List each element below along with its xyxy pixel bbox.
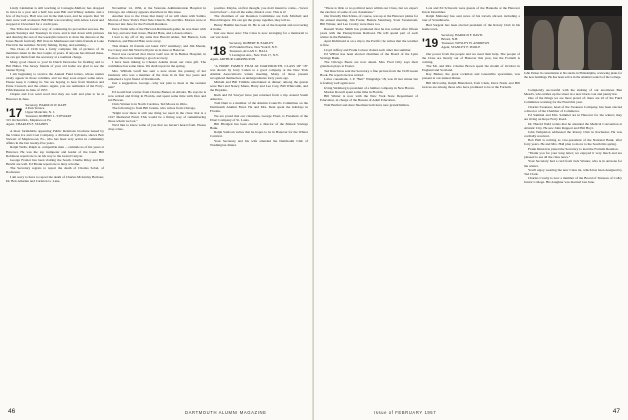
class-numeral: '18 xyxy=(210,44,227,59)
right-column-2 xyxy=(422,6,520,89)
paragraph: Lindy Lindsman is still teaching at Carnegie-Mellon; has dropped in twice in a year and a half; has seen Bill and Whitey Adams, and a few of the boys. Hall was out in the mid-west, and he reports that '16 men were well scattered. Bill Hall was traveling with Amos Lewis and stopped at Cleveland for a credit pass. xyxy=(6,6,104,27)
agent-line: Agent, CHARLES F. STAINES xyxy=(6,122,49,127)
photo-figure xyxy=(532,20,554,70)
paragraph: Our friendly Dutch Rau, of course, was up at the Hanover plains for the annual meeting. Jim Foster, Bennie Sternberg, Sven Swanstrom, Bill Winter, and Leo Crosby were there too. xyxy=(320,14,418,27)
paragraph: I am sorry to have to report the death of Charles McGinley Barbour, Dr. Bob Amsden and Carleton G. Lane. xyxy=(6,174,104,183)
class-heading-19 xyxy=(422,34,520,50)
paragraph: Bill Winter is now with the New York State Department of Education, in charge of the Bureau of Adult Education. xyxy=(320,94,418,103)
paragraph: The Class of 1916 has a fairly complete file of pictures of its members taken in the last couple of years. If anyone has missed these, he can get them from the secretary at a nominal charge. xyxy=(6,47,104,60)
paragraph: Ralph Sanborn writes that he hopes to be in Hanover for the Winter Carnival. xyxy=(210,130,308,139)
paragraph: Charles Crosby is now a member of the Board of Trustees of Colby Junior College. His daughter was married last June. xyxy=(524,176,622,185)
address-line: 4 Park Terrace xyxy=(25,106,45,111)
paragraph: Charles Swanson, head of the Swanson Company, has been elected a director of the Chamber of Commerce. xyxy=(524,104,622,113)
paragraph: Ed Sammel and Mrs. Sammel are in Hanover for the winter; they are living on Rope Ferry Road. xyxy=(524,113,622,122)
paragraph: We are proud that our classmate, George Ebert, is President of the Ebert Company of St. Louis. xyxy=(210,113,308,122)
class-heading-17 xyxy=(6,104,104,127)
paragraph: Henry Hamlin has been ill. He is out of the hospital and recovering at home. xyxy=(210,22,308,31)
paragraph: Lois and Ed Schwartz were guests of the Hannahs at the Hanover Inn in December. xyxy=(422,6,520,15)
paragraph: You'll enjoy wearing the new Class tie, which has been designed by Ted Clark. xyxy=(524,167,622,176)
paragraph: Just one more note: The Class is now arranging for a memorial to our war dead. xyxy=(210,31,308,40)
paragraph: Ed Gould had a letter from Charles Barker, in Atlanta. He says he is now retired and living in Florida, and spent some time with Don and Gil Bowen. xyxy=(108,89,206,102)
paragraph: The Secretary regrets to report the death of Charles Sobel, of Rochester. xyxy=(6,166,104,175)
secretary-line: Secretary, HAROLD W. RAPP xyxy=(25,103,67,107)
address-line: 43 Franklin Place, New York 8, N.Y. xyxy=(229,45,278,50)
paragraph: John Templeton addressed the Rotary Club in Rochester. He was cordially received. xyxy=(524,129,622,138)
paragraph: Frank Dunn has joined the Secretary to lead the Fortieth Reunion. xyxy=(528,146,619,151)
paragraph: Chris Warner is in North Carolina, Ted Moore in Ohio. xyxy=(112,102,188,107)
paragraph: We'd like to know some of you that we haven't heard from. Please drop a line. xyxy=(108,123,206,132)
page-number-left: 46 xyxy=(8,408,16,415)
paragraph: Your Secretary had a card from Jack Warner, who is in Arizona for the winter. xyxy=(524,159,622,168)
paragraph: The Tribe has found a way of continuing its proverbial success. He spends Sundays and Tuesdays in town, and is tied down with pictures and dancing the rest of the week (his latest is to draw the dancers at the Jones Beach festival). Bill lives in Manhasset and visits friends at Lake Placid in the summer. Strictly fishing, flying, and painting... xyxy=(6,26,104,47)
right-column-3 xyxy=(524,88,622,185)
agent-line: Agent, ARTHUR CARRINGTON xyxy=(210,56,256,61)
left-column-3 xyxy=(210,6,308,147)
page-number-right: 47 xyxy=(612,408,620,415)
secretary-line: Secretary, HAROLD F. DAVIS xyxy=(441,33,483,37)
paragraph: Ruth and Ed Sawyer have just returned from a trip around South America. xyxy=(210,92,308,101)
class-numeral: '17 xyxy=(6,105,23,120)
paragraph: Dave Tuttle tells of the Harvard-Dartmouth game; he was there with his boy, and saw Ken Jones, Harold Hale, and a dozen others. xyxy=(108,26,206,35)
paragraph: positive. Maybe, on first thought, you don't intend to come—"never went before"—but all the same, think it over. This is it! xyxy=(210,6,308,15)
left-column-2 xyxy=(108,6,206,132)
address-line: 5 Lexington Ave., New York 17, N.Y. xyxy=(229,52,279,57)
paragraph: Many good cheers to you! In Dutch Deveacke for fielding and to Hal Huber. The Jersey friends of your old home are glad to see the banner flying. xyxy=(6,59,104,72)
treasurer-line: Treasurer, ROBERT L. STEWART xyxy=(25,114,72,119)
paragraph: Bill McCarthy, Ralph Blanchard, Tom Clark, Dave Nash, and Bill Graves are among those who have promised to be at the Fortieth. xyxy=(422,80,520,89)
paragraph: "Thank you for your long letter; we enjoyed it very much and are pleased to see all the class news." xyxy=(524,151,622,160)
paragraph: Ed Wilbur has been elected chairman of the Board of the Lynn Savings Bank. xyxy=(320,52,418,61)
paragraph: Bob Hall is retiring as vice-president of the National Bank, after forty years. He and Mrs. Hall plan to move to the South this spring. xyxy=(524,138,622,147)
paragraph: Ray Barker, the great rockman and Greenville sportsman, was present at our annual dinner. xyxy=(422,72,520,81)
paragraph: George Frazier has been visiting the South. Charlie Riley and Bill Hewitt are well. Ed Bronk reports he is busy at home. xyxy=(6,157,104,166)
address-line: Upper Montclair, N. J. xyxy=(25,110,55,115)
paragraph: Ralph Wells, Ralph A. compatible man ... reminds us of his years at Hanover. He was the top trumpeter and leader of the band. Bill Robinson reports he is on his way to the Grand Canyon. xyxy=(6,145,104,158)
paragraph: Miriam and Bill Trimble entertained at dinner; among the guests were Bert and Nancy Mann, Harry and Lee Cary, Bill Whitcomb, and the Hopkins. xyxy=(210,80,308,93)
left-column-1 xyxy=(6,6,104,183)
paragraph: Your Secretary and his wife attended the Dartmouth Club of Washington dinner. xyxy=(210,138,308,147)
paragraph: Another loss to the Class that many of us will share with Sambo Morton of New York's West Side Church. He and Mrs. Morton were at Hanover last June for the Fortieth Reunion. xyxy=(108,14,206,27)
right-page xyxy=(314,0,628,420)
paragraph: Ted Rusch has sent the Secretary a fine picture from the 1918 Green Book. He reports he has retired. xyxy=(320,68,418,77)
paragraph: Labor consultant, J. P. "Bert" Wingridge '18, was ill last winter but is feeling well again now. xyxy=(320,77,418,86)
paragraph: Apul Richmond is on a trip to the Pacific; he writes that the weather is fine. xyxy=(320,39,418,48)
paragraph: I am beginning to receive the Annual Fund letters, whose names rarely appear in those columns, and we may soon expect some news. Please keep it coming in. We are hoping to hear from Sheldon and Ernie Caswell, and the others. Again, you are reminded of the Forty-Fifth Reunion in June of 1957. xyxy=(6,71,104,93)
photo-figure xyxy=(558,14,584,70)
running-footer-right: Issue of FEBRUARY 1957 xyxy=(374,409,437,415)
paragraph: November 14, 1956, at the Veterans Administration Hospital in Chicago. An obituary appears elsewhere in this issue. xyxy=(108,6,206,15)
paragraph: Our power from the people and we need their help. The people of the Class are mostly out of Hanover this year, but the Fortieth is coming. xyxy=(422,51,520,64)
class-numeral: '19 xyxy=(422,35,439,50)
right-column-1 xyxy=(320,6,418,107)
paragraph: Lloyd Jeffrey and Frank Colson visited each other last summer. xyxy=(324,47,412,52)
paragraph: I had to lay off of my arms that Harold Alden, Ted Barnett, Jack Fullerton, and Harold Hale were away. xyxy=(108,35,206,44)
photo-background xyxy=(524,6,622,16)
paragraph: The following is from Bill Grams, who writes from Chicago. xyxy=(112,106,196,111)
paragraph: The Chicago Bears are now ahead. Mrs. Fred Lilly says their grandson plays at Exeter. xyxy=(320,60,418,69)
photo-caption: John Parker in consultation at his studio in Philadelphia, reviewing plans for the new buildings. He has been active in the Alumni Council of the College. xyxy=(524,71,622,79)
paragraph: Walt Bartlett and Alex Sherman both have new grandchildren. xyxy=(324,102,410,107)
paragraph: Russell Yorke Smith has promoted that he has retired after fifteen years with the Pennsylvania Railroad. He will spend part of each winter in the Bahamas. xyxy=(320,26,418,39)
paragraph: Irving Weinberg is president of a lumber company in New Haven. xyxy=(324,85,415,90)
address-line: Bristol, N.H. xyxy=(441,36,459,41)
agent-line: Agent, STANLEY F. POOLE xyxy=(441,44,481,49)
paragraph: Just a suggestion, George—why not plan to meet at the reunion tent? xyxy=(108,81,206,90)
photo-figure xyxy=(588,22,612,70)
paragraph: Dr. Harold Weld writes that he attended the Medical Convention at Atlantic City. He saw John Ruppert and Phil Hoyt. xyxy=(524,121,622,130)
treasurer-line: Treasurer, WESLEY H. ANDREWS xyxy=(441,40,490,45)
paragraph: The Mr. and Mrs. Charles Brown spent the month of October in England and Scotland. xyxy=(422,63,520,72)
address-line: 315 Orchard Rd., Maplewood, Pa. xyxy=(6,118,52,123)
paragraph: A most formidable appearing Public Relations brochure issued by the Union Ice and Coal Company, a division of Sylvania, shows Bob Stewart of Maplewood, Pa., who has been very active in community affairs in the last twenty-five years. xyxy=(6,129,104,146)
paragraph: Ralph Mahoney has sent news of his travels abroad, including a tour of Scandinavia. xyxy=(422,14,520,23)
class-photo xyxy=(524,6,622,70)
paragraph: "There is little or no political news within our Class, but we expect the election of some of our classmates." xyxy=(320,6,418,15)
paragraph: The chairmen of our Reunion Committee are Jack Mitchell and Harold Rogers. We can get the group together, they tell us. xyxy=(210,14,308,23)
paragraph: Chapin and Cox send word that they are well and plan to be at Hanover in June. xyxy=(6,92,104,101)
paragraph: One of the things we are most proud of: there are 22 of the Fund Committee working for the Fund this year. xyxy=(524,96,622,105)
paragraph: "Right now there is still one thing we need in the class: that is a 1917 Memorial Fund. This would be a fitting way of remembering those whom we lost." xyxy=(108,110,206,123)
running-footer-left: DARTMOUTH ALUMNI MAGAZINE xyxy=(185,409,267,415)
secretary-line: Secretary, ROBERT B. EARLEY xyxy=(229,42,274,46)
paragraph: I have been talking to Chester Adams about our class gift. The committee has some ideas. We shall report in the spring. xyxy=(108,60,206,69)
class-heading-18 xyxy=(210,42,308,62)
paragraph: Bill Blodgett has been elected a director of the Mutual Savings Bank. xyxy=(210,121,308,130)
paragraph: Bud Sargent has been elected president of the Rotary Club in his home town. xyxy=(422,22,520,31)
paragraph: "A HOME FAMILY FILM AT DARTMOUTH, CLASS OF '18" was shown by Jerry Cohen to a good company at the New York Alumni Association's winter meeting. Many of those present recognized themselves as undergraduates forty years ago. xyxy=(210,63,308,80)
paragraph: Completely successful with the sinking of our enormous Ben Mead's, who strides up the street in a new black coat and jaunty hat. xyxy=(524,88,622,97)
paragraph: Word was received that Oscar Gulf was ill in Bemas Hospital, in Boston. He is now making a good recovery. xyxy=(108,52,206,61)
paragraph: Marion Rowell spent some time in Florida. xyxy=(324,89,384,94)
paragraph: Tom Dent is a member of the Alumni Council's Committee on the Dartmouth Alumni Fund. He and Mrs. Dent spent the holidays in Florida. xyxy=(210,101,308,114)
paragraph: This makes 10 friends our latest 1957 summary; and Jim Meade, Joe Carey and Jim Ward will join us in June at Hanover. xyxy=(108,43,206,52)
treasurer-line: Treasurer, ALLAN C. HALL xyxy=(229,49,268,54)
paragraph: Mrs. William Graff has sent a note about the passing of her husband, who was a member of the class in its first two years and remained a loyal friend of Dartmouth. xyxy=(108,68,206,81)
